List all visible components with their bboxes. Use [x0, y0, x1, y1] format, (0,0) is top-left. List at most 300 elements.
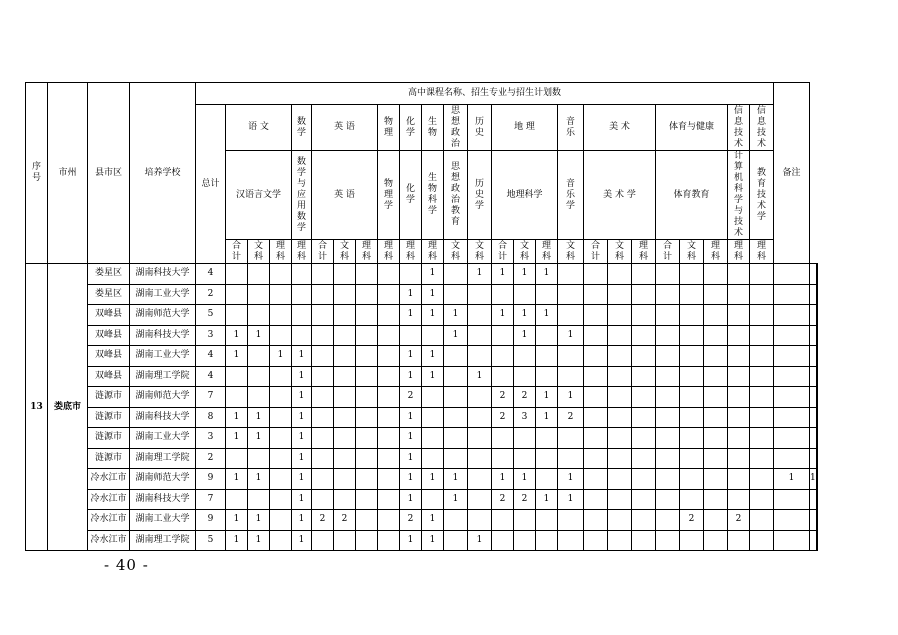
cell-value: 1: [536, 305, 558, 326]
cell-value: [312, 264, 334, 285]
cell-remark: [816, 346, 817, 367]
header-major-text: 数学与应用数学: [296, 156, 306, 233]
cell-value: [468, 387, 492, 408]
cell-value: 1: [400, 407, 422, 428]
header-course-text: 物理: [383, 116, 393, 138]
cell-value: [774, 387, 810, 408]
cell-value: [632, 325, 656, 346]
header-subtype-text: 合计: [590, 240, 600, 262]
cell-value: [378, 346, 400, 367]
cell-remark: [816, 387, 817, 408]
cell-value: [356, 264, 378, 285]
cell-county: 涟源市: [88, 387, 130, 408]
cell-school: 湖南理工学院: [130, 530, 196, 551]
cell-value: [632, 366, 656, 387]
header-course: [292, 105, 312, 151]
cell-value: [774, 530, 810, 551]
cell-value: [514, 448, 536, 469]
cell-value: [584, 510, 608, 531]
cell-value: [356, 387, 378, 408]
header-subtype-text: 文科: [474, 240, 484, 262]
cell-value: [356, 510, 378, 531]
cell-value: [334, 428, 356, 449]
cell-value: [356, 325, 378, 346]
cell-value: 1: [514, 305, 536, 326]
cell-value: [378, 264, 400, 285]
cell-value: [704, 387, 728, 408]
header-subtype: [444, 240, 468, 264]
header-subtype: [608, 240, 632, 264]
cell-value: 1: [422, 469, 444, 490]
cell-value: [584, 325, 608, 346]
cell-value: [680, 346, 704, 367]
cell-county: 娄星区: [88, 284, 130, 305]
header-major: [728, 151, 750, 240]
cell-value: 1: [492, 264, 514, 285]
table-row: [26, 284, 818, 305]
table-row: [26, 489, 818, 510]
cell-total: 3: [196, 325, 226, 346]
cell-value: [810, 264, 817, 285]
cell-value: [492, 325, 514, 346]
cell-value: 1: [514, 469, 536, 490]
cell-value: [270, 489, 292, 510]
cell-county: 涟源市: [88, 448, 130, 469]
cell-value: [750, 489, 774, 510]
cell-county: 双峰县: [88, 346, 130, 367]
cell-value: [356, 428, 378, 449]
cell-value: [584, 448, 608, 469]
cell-value: 1: [226, 428, 248, 449]
cell-value: 1: [774, 469, 810, 490]
cell-value: [608, 325, 632, 346]
cell-value: [704, 489, 728, 510]
cell-school: 湖南科技大学: [130, 407, 196, 428]
cell-value: [292, 284, 312, 305]
cell-value: [468, 305, 492, 326]
cell-value: [774, 489, 810, 510]
cell-value: [558, 448, 584, 469]
cell-remark: [816, 428, 817, 449]
cell-value: [810, 387, 817, 408]
header-subtype-text: 合计: [662, 240, 672, 262]
cell-value: [270, 448, 292, 469]
cell-value: 1: [226, 346, 248, 367]
cell-value: [774, 325, 810, 346]
cell-value: [608, 305, 632, 326]
cell-value: [226, 264, 248, 285]
table-row: [26, 387, 818, 408]
cell-value: [468, 428, 492, 449]
cell-value: [632, 469, 656, 490]
header-subtype-text: 文科: [519, 240, 529, 262]
cell-value: 1: [248, 530, 270, 551]
cell-value: [704, 305, 728, 326]
cell-value: [656, 510, 680, 531]
cell-value: 1: [514, 325, 536, 346]
header-major: [378, 151, 400, 240]
cell-value: 1: [400, 284, 422, 305]
cell-remark: [816, 510, 817, 531]
cell-value: 1: [400, 489, 422, 510]
cell-value: 1: [422, 346, 444, 367]
cell-value: [514, 346, 536, 367]
cell-value: [492, 428, 514, 449]
cell-value: [514, 530, 536, 551]
cell-value: [536, 469, 558, 490]
cell-value: [680, 366, 704, 387]
cell-value: [680, 305, 704, 326]
cell-county: 涟源市: [88, 428, 130, 449]
cell-value: [810, 489, 817, 510]
cell-value: [728, 469, 750, 490]
table-row: [26, 407, 818, 428]
cell-value: [584, 284, 608, 305]
cell-remark: [816, 530, 817, 551]
cell-total: 4: [196, 346, 226, 367]
header-subtype-text: 理科: [405, 240, 415, 262]
cell-value: [378, 407, 400, 428]
header-major-text: 历史学: [474, 178, 484, 211]
page-number: - 40 -: [104, 556, 149, 574]
table-row: [26, 530, 818, 551]
cell-value: [774, 428, 810, 449]
header-subtype: [400, 240, 422, 264]
cell-value: [334, 284, 356, 305]
cell-value: [356, 407, 378, 428]
cell-value: [608, 510, 632, 531]
cell-value: [226, 366, 248, 387]
cell-value: [656, 489, 680, 510]
cell-value: [492, 284, 514, 305]
cell-value: [468, 469, 492, 490]
cell-school: 湖南科技大学: [130, 264, 196, 285]
cell-value: [680, 489, 704, 510]
header-course: 语 文: [226, 105, 292, 151]
cell-value: [810, 284, 817, 305]
cell-value: 1: [536, 264, 558, 285]
cell-value: [750, 530, 774, 551]
cell-value: 2: [492, 407, 514, 428]
cell-value: [334, 325, 356, 346]
cell-value: 2: [400, 510, 422, 531]
cell-value: [444, 448, 468, 469]
cell-total: 2: [196, 284, 226, 305]
cell-value: [378, 366, 400, 387]
cell-value: [492, 346, 514, 367]
header-major-text: 计算机科学与技术: [733, 151, 743, 238]
table-row: [26, 510, 818, 531]
cell-value: [514, 510, 536, 531]
cell-value: [608, 530, 632, 551]
cell-school: 湖南工业大学: [130, 284, 196, 305]
cell-value: [656, 264, 680, 285]
cell-value: [704, 366, 728, 387]
cell-value: [608, 489, 632, 510]
cell-value: 1: [422, 366, 444, 387]
cell-value: [270, 305, 292, 326]
cell-value: [536, 346, 558, 367]
cell-value: [810, 407, 817, 428]
cell-value: [728, 530, 750, 551]
cell-value: [356, 284, 378, 305]
cell-value: 1: [422, 530, 444, 551]
cell-value: [334, 346, 356, 367]
header-remark: 备注: [774, 83, 810, 264]
header-total: 总计: [196, 105, 226, 264]
cell-value: [656, 305, 680, 326]
cell-value: [632, 284, 656, 305]
table-row: [26, 448, 818, 469]
cell-value: [558, 366, 584, 387]
cell-value: 1: [468, 264, 492, 285]
cell-value: 1: [400, 428, 422, 449]
header-course: [422, 105, 444, 151]
cell-value: [558, 346, 584, 367]
cell-value: [378, 387, 400, 408]
header-subtype: [656, 240, 680, 264]
header-course: 美 术: [584, 105, 656, 151]
cell-value: [492, 366, 514, 387]
cell-value: 1: [292, 387, 312, 408]
cell-value: 1: [468, 366, 492, 387]
cell-value: 1: [248, 428, 270, 449]
cell-value: [270, 284, 292, 305]
cell-value: 1: [400, 469, 422, 490]
cell-value: [422, 428, 444, 449]
cell-county: 双峰县: [88, 366, 130, 387]
cell-value: [468, 346, 492, 367]
header-subtype-text: 合计: [317, 240, 327, 262]
cell-county: 涟源市: [88, 407, 130, 428]
cell-value: [312, 469, 334, 490]
header-major: [750, 151, 774, 240]
cell-value: [514, 428, 536, 449]
cell-remark: [816, 407, 817, 428]
cell-value: 1: [422, 510, 444, 531]
cell-total: 7: [196, 489, 226, 510]
header-subtype-text: 文科: [339, 240, 349, 262]
cell-value: [632, 346, 656, 367]
cell-value: [356, 366, 378, 387]
cell-value: 2: [514, 489, 536, 510]
cell-value: [558, 305, 584, 326]
cell-value: [750, 407, 774, 428]
cell-value: [656, 346, 680, 367]
cell-value: [774, 510, 810, 531]
header-subtype-text: 理科: [275, 240, 285, 262]
cell-value: [774, 264, 810, 285]
cell-value: [536, 325, 558, 346]
cell-value: [270, 407, 292, 428]
cell-value: [810, 325, 817, 346]
header-course-text: 信息技术: [733, 105, 743, 149]
header-major: [558, 151, 584, 240]
cell-value: [558, 428, 584, 449]
cell-value: [750, 305, 774, 326]
cell-value: [356, 305, 378, 326]
header-subtype-text: 理科: [296, 240, 306, 262]
cell-value: [584, 346, 608, 367]
header-subtype: [680, 240, 704, 264]
header-subtype: [558, 240, 584, 264]
cell-value: [312, 325, 334, 346]
cell-value: [632, 448, 656, 469]
cell-value: [656, 448, 680, 469]
cell-value: [750, 469, 774, 490]
cell-value: [334, 489, 356, 510]
cell-value: [750, 284, 774, 305]
header-subtype: [536, 240, 558, 264]
cell-value: [270, 325, 292, 346]
cell-value: [400, 264, 422, 285]
cell-remark: [816, 448, 817, 469]
cell-value: [444, 510, 468, 531]
header-major: 汉语言文学: [226, 151, 292, 240]
cell-value: [492, 510, 514, 531]
header-subtype-text: 理科: [427, 240, 437, 262]
header-course: [468, 105, 492, 151]
cell-value: [248, 489, 270, 510]
cell-value: [536, 428, 558, 449]
header-seq-text: 序号: [31, 162, 41, 183]
header-school: 培养学校: [130, 83, 196, 264]
cell-value: [704, 325, 728, 346]
header-subtype: [468, 240, 492, 264]
cell-value: 1: [292, 469, 312, 490]
cell-value: [400, 325, 422, 346]
header-course: [728, 105, 750, 151]
cell-value: [810, 530, 817, 551]
header-course-text: 音乐: [565, 116, 575, 138]
group-seq: 13: [26, 264, 48, 551]
cell-value: [312, 346, 334, 367]
cell-value: 1: [226, 510, 248, 531]
cell-value: [584, 489, 608, 510]
cell-value: 2: [558, 407, 584, 428]
cell-county: 双峰县: [88, 325, 130, 346]
cell-value: [632, 530, 656, 551]
header-subtype-text: 文科: [565, 240, 575, 262]
group-city: 娄底市: [48, 264, 88, 551]
header-subtype-text: 理科: [638, 240, 648, 262]
cell-value: [632, 387, 656, 408]
header-course: [378, 105, 400, 151]
header-major: [422, 151, 444, 240]
cell-value: 1: [400, 366, 422, 387]
cell-value: [226, 284, 248, 305]
header-county: 县市区: [88, 83, 130, 264]
cell-value: [608, 366, 632, 387]
cell-value: [292, 325, 312, 346]
cell-county: 冷水江市: [88, 510, 130, 531]
cell-value: 1: [292, 448, 312, 469]
cell-value: [334, 407, 356, 428]
cell-value: 1: [292, 407, 312, 428]
cell-value: [444, 530, 468, 551]
cell-value: [468, 448, 492, 469]
table-row: [26, 264, 818, 285]
cell-value: [584, 264, 608, 285]
cell-value: [774, 407, 810, 428]
cell-school: 湖南师范大学: [130, 469, 196, 490]
cell-value: [378, 510, 400, 531]
cell-value: [226, 387, 248, 408]
header-course-text: 思想政治: [450, 105, 460, 149]
cell-value: [608, 469, 632, 490]
cell-value: [750, 264, 774, 285]
cell-value: 1: [558, 489, 584, 510]
cell-value: 1: [558, 387, 584, 408]
cell-value: 1: [292, 530, 312, 551]
header-course-text: 历史: [474, 116, 484, 138]
header-subtype: [334, 240, 356, 264]
header-subtype: [292, 240, 312, 264]
header-main: 高中课程名称、招生专业与招生计划数: [196, 83, 774, 105]
cell-value: [270, 510, 292, 531]
cell-value: 2: [680, 510, 704, 531]
cell-value: 1: [514, 264, 536, 285]
header-subtype: [704, 240, 728, 264]
cell-value: [492, 448, 514, 469]
cell-value: [312, 530, 334, 551]
cell-value: [468, 407, 492, 428]
cell-remark: [816, 366, 817, 387]
header-subtype: [270, 240, 292, 264]
cell-value: [656, 387, 680, 408]
cell-value: [444, 387, 468, 408]
cell-total: 8: [196, 407, 226, 428]
cell-total: 5: [196, 530, 226, 551]
cell-value: 1: [292, 510, 312, 531]
cell-value: 1: [422, 264, 444, 285]
header-major: 英 语: [312, 151, 378, 240]
header-subtype: [356, 240, 378, 264]
cell-total: 7: [196, 387, 226, 408]
header-subtype: [584, 240, 608, 264]
cell-value: [270, 428, 292, 449]
cell-county: 冷水江市: [88, 489, 130, 510]
cell-value: [334, 387, 356, 408]
header-major: 地理科学: [492, 151, 558, 240]
cell-value: [728, 366, 750, 387]
cell-value: [632, 510, 656, 531]
cell-value: [584, 428, 608, 449]
cell-value: [810, 428, 817, 449]
cell-value: [656, 469, 680, 490]
cell-value: [558, 284, 584, 305]
cell-value: [750, 325, 774, 346]
cell-county: 冷水江市: [88, 530, 130, 551]
cell-value: [334, 448, 356, 469]
cell-value: [468, 284, 492, 305]
cell-total: 2: [196, 448, 226, 469]
cell-value: [248, 346, 270, 367]
cell-value: 1: [492, 469, 514, 490]
header-subtype: [492, 240, 514, 264]
cell-value: [728, 428, 750, 449]
cell-value: [312, 428, 334, 449]
header-major-text: 教育技术学: [756, 167, 766, 222]
cell-value: [728, 264, 750, 285]
cell-value: 1: [226, 530, 248, 551]
cell-value: [334, 264, 356, 285]
header-subtype-text: 文科: [614, 240, 624, 262]
cell-value: [774, 305, 810, 326]
cell-remark: [816, 325, 817, 346]
header-course: 英 语: [312, 105, 378, 151]
cell-value: [656, 325, 680, 346]
